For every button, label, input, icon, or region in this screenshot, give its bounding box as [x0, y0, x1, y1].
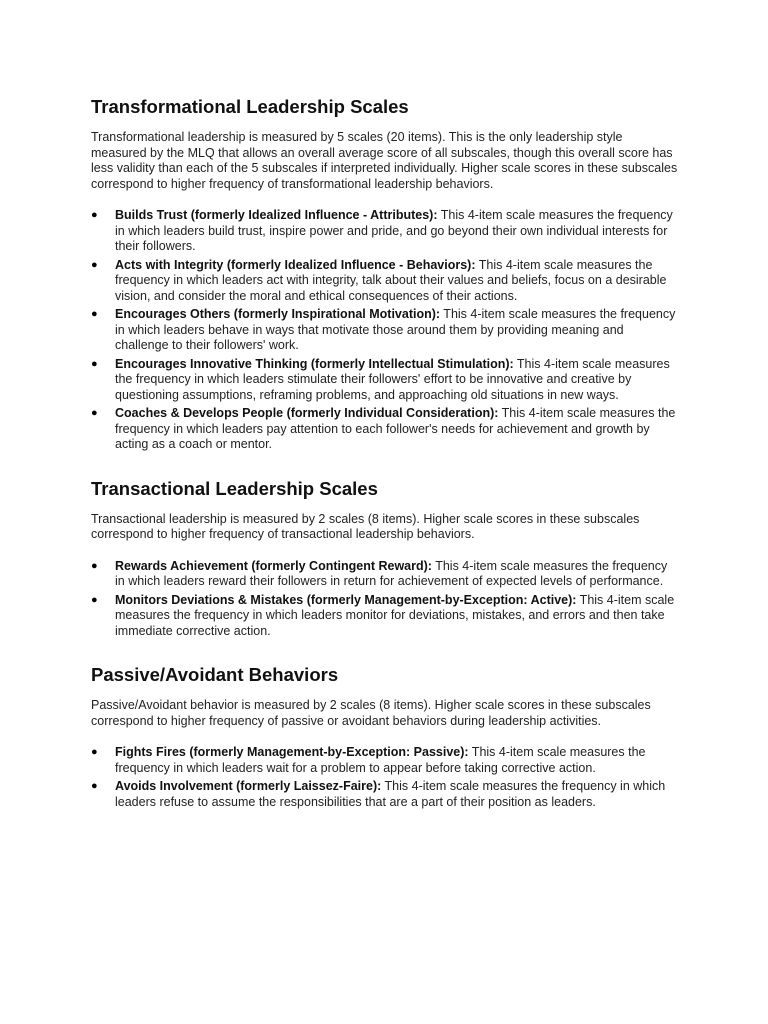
- section-heading: Transformational Leadership Scales: [91, 96, 409, 117]
- bullet-icon: ●: [91, 209, 98, 221]
- bullet-icon: ●: [91, 593, 98, 606]
- section-intro: Transactional leadership is measured by 2 scales (8 items). Higher scale scores in these subscales correspond to higher frequency of transactional leadership behaviors.: [91, 511, 640, 541]
- section-intro: Transformational leadership is measured by 5 scales (20 items). This is the only leadership style measured by the MLQ that allows an overall average score of all subscales, though this overall score has less validity than each of the 5 subscales if interpreted individually. Higher scale scores in these subscales correspond to higher frequency of transformational leadership behaviors.: [91, 130, 678, 191]
- scale-list: [91, 208, 678, 453]
- scale-term: Avoids Involvement (formerly Laissez-Faire):: [115, 779, 382, 793]
- bullet-icon: ●: [91, 308, 98, 320]
- bullet-icon: ●: [91, 746, 98, 758]
- scale-term: Coaches & Develops People (formerly Individual Consideration):: [115, 406, 499, 420]
- scale-description: This 4-item scale measures the frequency in which leaders wait for a problem to appear before taking corrective action.: [115, 745, 646, 775]
- list-item: [91, 593, 678, 640]
- list-item: [91, 745, 678, 776]
- section-passive-avoidant: [91, 664, 678, 810]
- list-item: [91, 357, 678, 404]
- section-transactional: [91, 478, 678, 640]
- bullet-icon: ●: [91, 559, 98, 572]
- scale-term: Encourages Others (formerly Inspirational Motivation):: [115, 307, 441, 321]
- list-item: [91, 779, 678, 810]
- scale-list: [91, 559, 678, 640]
- scale-description: This 4-item scale measures the frequency in which leaders monitor for deviations, mistakes, and errors and then take immediate corrective action.: [115, 592, 675, 638]
- list-item: [91, 406, 678, 453]
- section-heading: Passive/Avoidant Behaviors: [91, 664, 339, 685]
- section-transformational: [91, 96, 678, 453]
- list-item: [91, 307, 678, 354]
- bullet-icon: ●: [91, 258, 98, 271]
- scale-list: [91, 745, 678, 810]
- scale-term: Fights Fires (formerly Management-by-Exception: Passive):: [115, 745, 469, 759]
- scale-description: This 4-item scale measures the frequency in which leaders pay attention to each follower's needs for achievement and growth by acting as a coach or mentor.: [115, 406, 676, 451]
- scale-term: Encourages Innovative Thinking (formerly Intellectual Stimulation):: [115, 356, 514, 371]
- list-item: [91, 208, 678, 255]
- scale-description: This 4-item scale measures the frequency in which leaders build trust, inspire power and pride, and go beyond their own individual interests for their followers.: [115, 208, 673, 253]
- scale-term: Builds Trust (formerly Idealized Influence - Attributes):: [115, 208, 438, 222]
- bullet-icon: ●: [91, 357, 98, 370]
- section-heading: Transactional Leadership Scales: [91, 477, 378, 499]
- list-item: [91, 559, 678, 590]
- scale-description: This 4-item scale measures the frequency in which leaders act with integrity, talk about their values and beliefs, focus on a desirable vision, and consider the moral and ethical consequences of their actions.: [115, 257, 667, 303]
- list-item: [91, 258, 678, 305]
- scale-description: This 4-item scale measures the frequency in which leaders reward their followers in return for achievement of expected levels of performance.: [115, 558, 668, 588]
- scale-description: This 4-item scale measures the frequency in which leaders behave in ways that motivate those around them by providing meaning and challenge to their followers' work.: [115, 307, 676, 352]
- scale-term: Rewards Achievement (formerly Contingent Reward):: [115, 558, 432, 573]
- scale-term: Acts with Integrity (formerly Idealized Influence - Behaviors):: [115, 257, 476, 272]
- bullet-icon: ●: [91, 407, 98, 419]
- section-intro: Passive/Avoidant behavior is measured by 2 scales (8 items). Higher scale scores in these subscales correspond to higher frequency of passive or avoidant behaviors during leadership activities.: [91, 698, 651, 728]
- scale-description: This 4-item scale measures the frequency in which leaders stimulate their followers' effort to be innovative and creative by questioning assumptions, reframing problems, and approaching old situations in new ways.: [115, 356, 670, 402]
- scale-term: Monitors Deviations & Mistakes (formerly Management-by-Exception: Active):: [115, 592, 577, 607]
- scale-description: This 4-item scale measures the frequency in which leaders refuse to assume the responsibilities that are a part of their position as leaders.: [115, 779, 666, 809]
- bullet-icon: ●: [91, 780, 98, 792]
